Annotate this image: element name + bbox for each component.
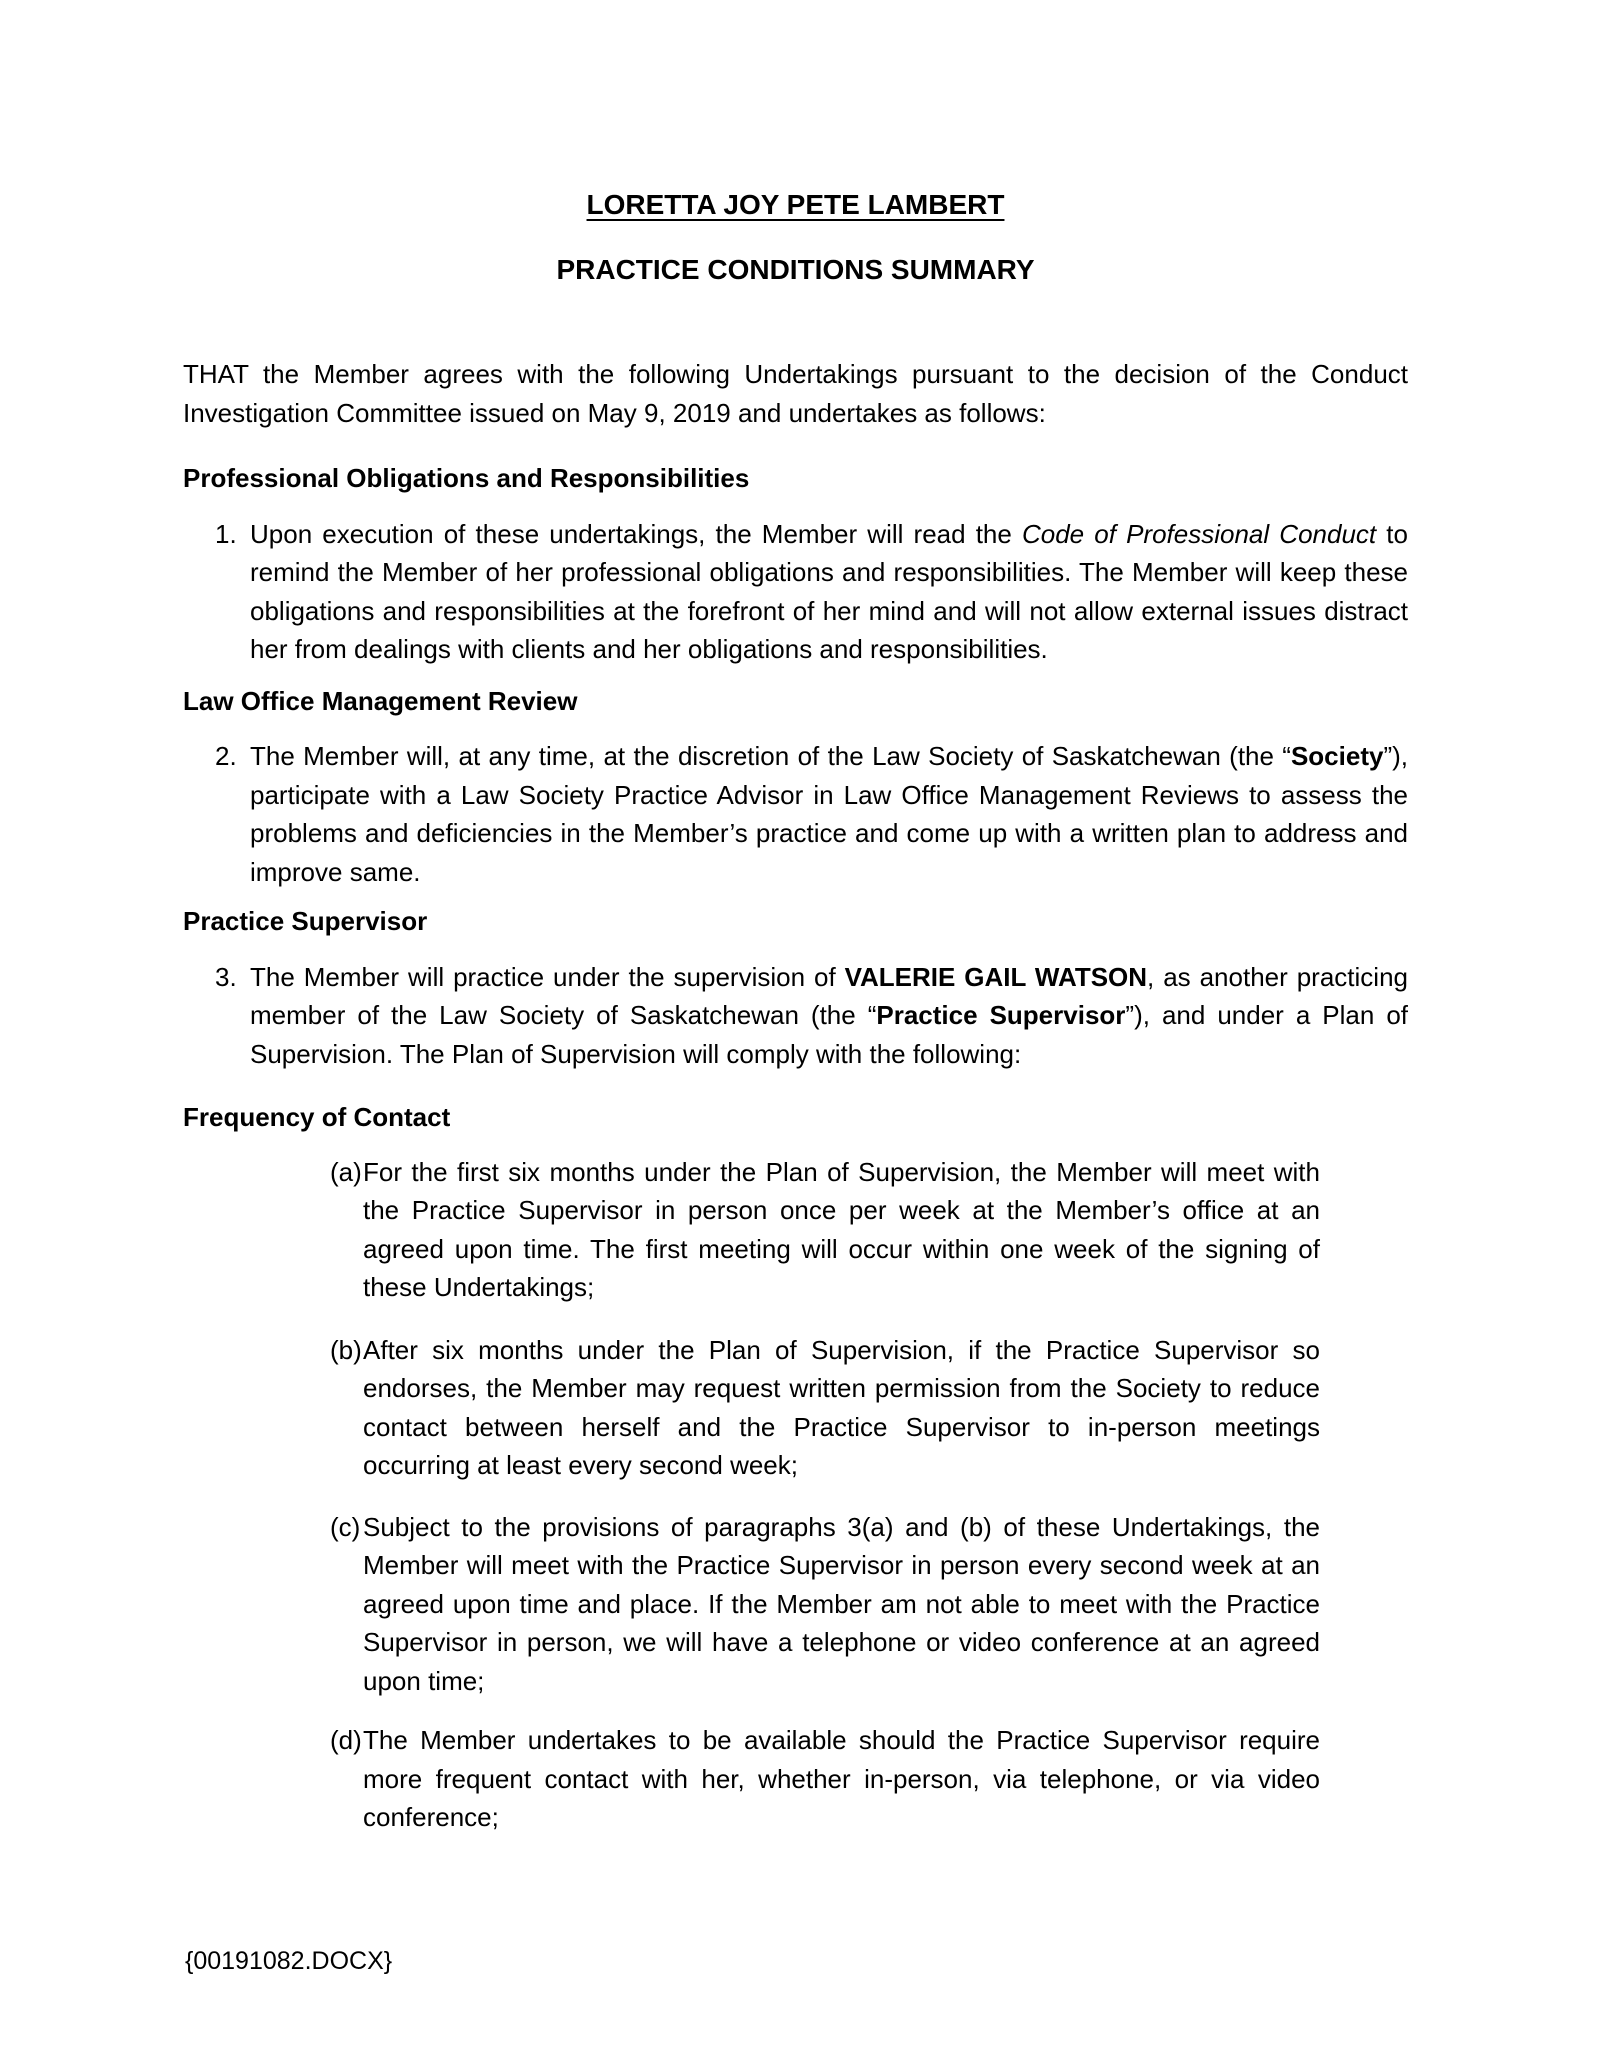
item-3-number: 3. [215, 961, 237, 992]
document-id-footer: {00191082.DOCX} [185, 1947, 393, 1975]
item-2-number: 2. [215, 741, 237, 771]
intro-paragraph: THAT the Member agrees with the following Undertakings pursuant to the decision of the Conduct Investigation Committee issued on May 9, 2019 and undertakes as follows: [183, 359, 1408, 428]
item-1-text: Upon execution of these undertakings, the Member will read the Code of Professional Conduct to remind the Member of her professional obligations and responsibilities. The Member will keep these obligations and responsibilities at the forefront of her mind and will not allow external issues distract her from dealings with clients and her obligations and responsibilities. [250, 518, 1408, 664]
lettered-item-c [183, 1508, 1408, 1701]
heading-frequency-of-contact: Frequency of Contact [183, 1102, 451, 1132]
heading-law-office-management-review: Law Office Management Review [183, 685, 578, 716]
item-a-marker: (a) [330, 1156, 362, 1187]
item-c-text: Subject to the provisions of paragraphs 3(a) and (b) of these Undertakings, the Member will meet with the Practice Supervisor in person every second week at an agreed upon time and place. If the Member am not able to meet with the Practice Supervisor in person, we will have a telephone or video conference at an agreed upon time; [363, 1511, 1320, 1696]
item-a-text: For the first six months under the Plan of Supervision, the Member will meet with the Practice Supervisor in person once per week at the Member’s office at an agreed upon time. The first meeting will occur within one week of the signing of these Undertakings; [363, 1156, 1320, 1302]
heading-professional-obligations: Professional Obligations and Responsibilities [183, 463, 750, 493]
heading-practice-supervisor: Practice Supervisor [183, 906, 428, 936]
document-title: LORETTA JOY PETE LAMBERT [586, 189, 1005, 220]
lettered-item-b [183, 1331, 1408, 1485]
item-1-number: 1. [215, 518, 237, 549]
item-d-text: The Member undertakes to be available should the Practice Supervisor require more frequent contact with her, whether in-person, via telephone, or via video conference; [363, 1725, 1320, 1832]
document-content [183, 0, 1408, 1837]
item-c-marker: (c) [330, 1511, 361, 1542]
numbered-item-2 [183, 737, 1408, 891]
item-d-marker: (d) [330, 1725, 362, 1755]
numbered-item-1 [183, 515, 1408, 669]
lettered-item-d [183, 1721, 1408, 1837]
item-2-text: The Member will, at any time, at the discretion of the Law Society of Saskatchewan (the “Society”), participate with a Law Society Practice Advisor in Law Office Management Reviews to assess the problems and deficiencies in the Member’s practice and come up with a written plan to address and improve same. [250, 741, 1408, 887]
document-subtitle: PRACTICE CONDITIONS SUMMARY [556, 253, 1035, 285]
item-b-text: After six months under the Plan of Supervision, if the Practice Supervisor so endorses, the Member may request written permission from the Society to reduce contact between herself and the Practice Supervisor to in-person meetings occurring at least every second week; [363, 1334, 1320, 1480]
numbered-item-3 [183, 958, 1408, 1074]
item-b-marker: (b) [330, 1334, 362, 1365]
lettered-item-a [183, 1153, 1408, 1307]
item-3-text: The Member will practice under the supervision of VALERIE GAIL WATSON, as another practicing member of the Law Society of Saskatchewan (the “Practice Supervisor”), and under a Plan of Supervision. The Plan of Supervision will comply with the following: [250, 961, 1409, 1069]
